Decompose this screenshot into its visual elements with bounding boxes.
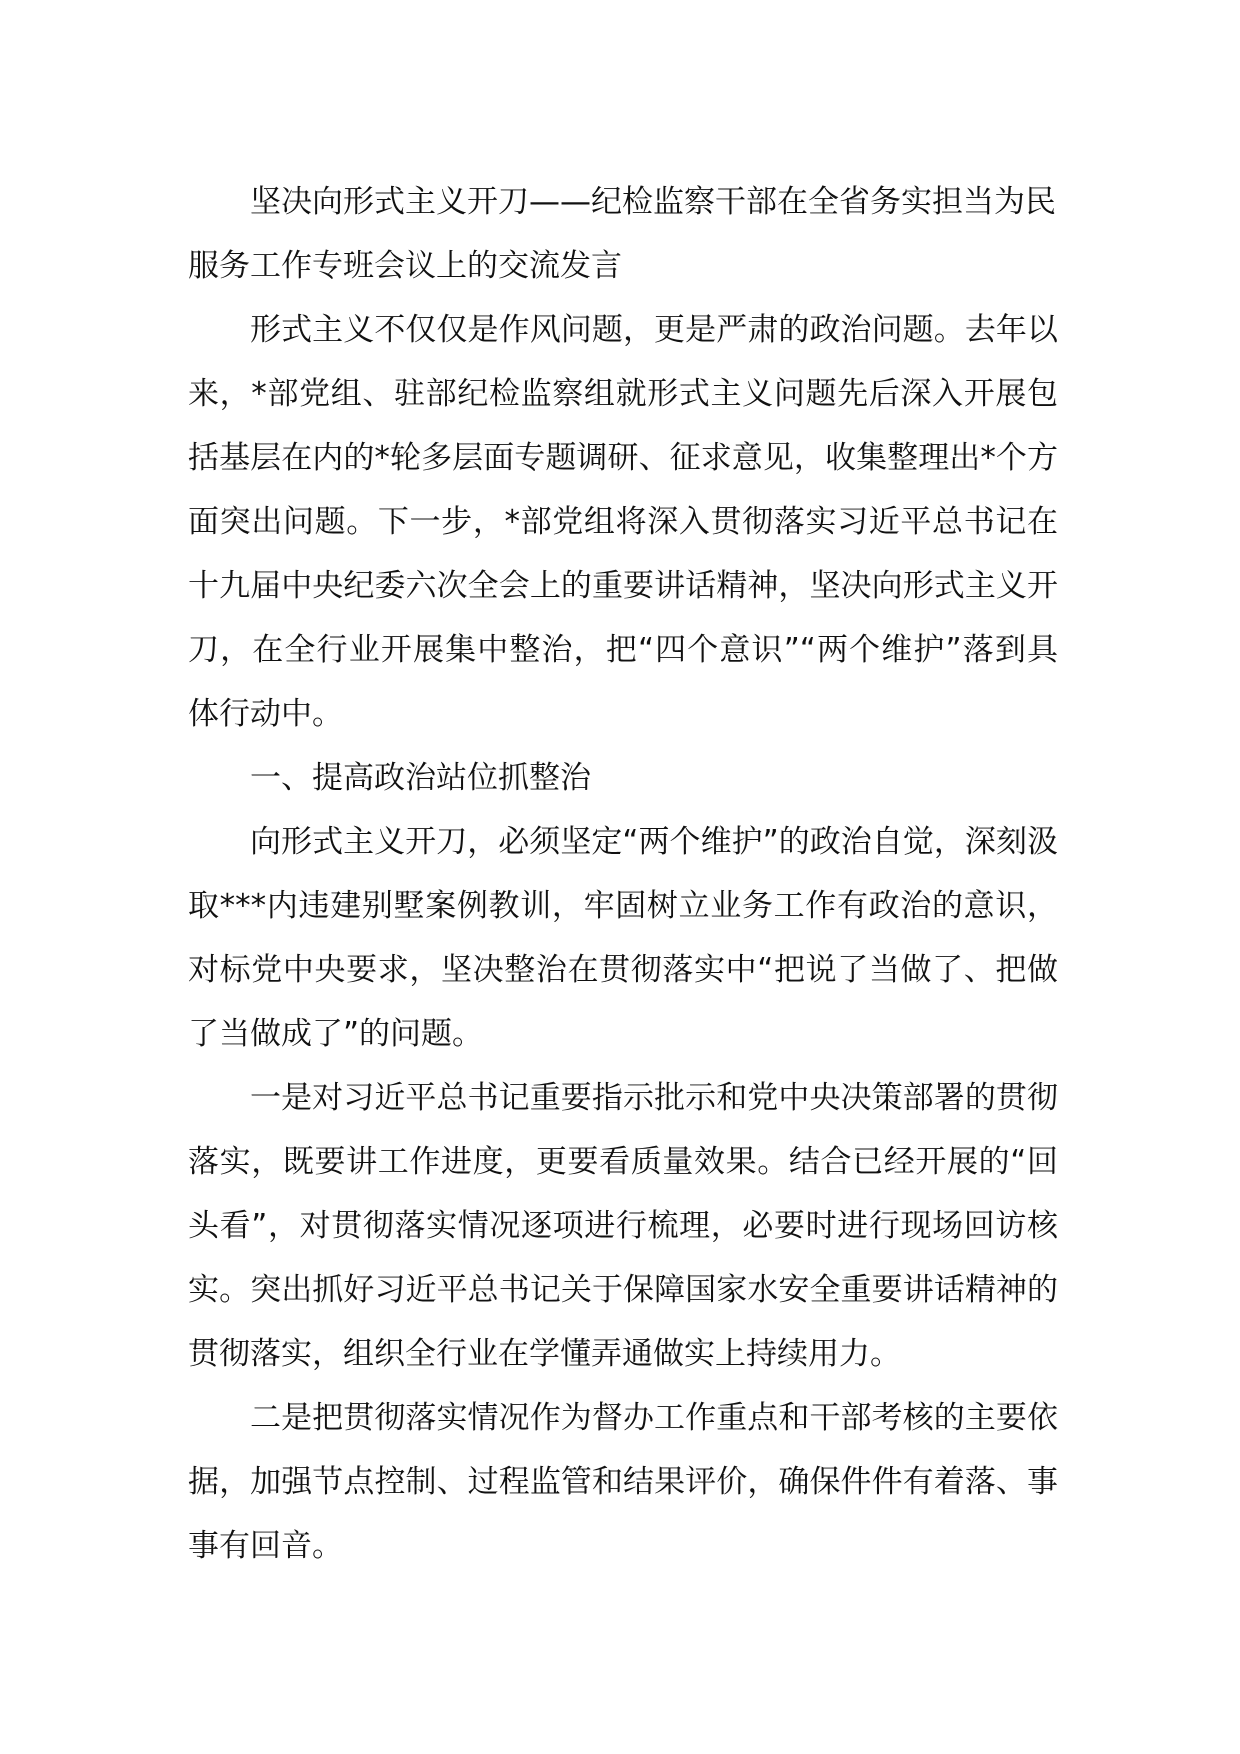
- document-title: 坚决向形式主义开刀——纪检监察干部在全省务实担当为民服务工作专班会议上的交流发言: [188, 184, 1056, 284]
- section-heading-1: 一、提高政治站位抓整治: [250, 760, 591, 796]
- paragraph-section-1: 向形式主义开刀，必须坚定“两个维护”的政治自觉，深刻汲取***内违建别墅案例教训，牢固树立业务工作有政治的意识，对标党中央要求，坚决整治在贯彻落实中“把说了当做了、把做了当做成了”的问题。: [188, 824, 1058, 1052]
- paragraph-point-1: 一是对习近平总书记重要指示批示和党中央决策部署的贯彻落实，既要讲工作进度，更要看质量效果。结合已经开展的“回头看”，对贯彻落实情况逐项进行梳理，必要时进行现场回访核实。突出抓好习近平总书记关于保障国家水安全重要讲话精神的贯彻落实，组织全行业在学懂弄通做实上持续用力。: [188, 1080, 1058, 1372]
- document-page: [188, 170, 1058, 1578]
- paragraph-point-2: 二是把贯彻落实情况作为督办工作重点和干部考核的主要依据，加强节点控制、过程监管和结果评价，确保件件有着落、事事有回音。: [188, 1400, 1058, 1564]
- paragraph-intro: 形式主义不仅仅是作风问题，更是严肃的政治问题。去年以来，*部党组、驻部纪检监察组就形式主义问题先后深入开展包括基层在内的*轮多层面专题调研、征求意见，收集整理出*个方面突出问题。下一步，*部党组将深入贯彻落实习近平总书记在十九届中央纪委六次全会上的重要讲话精神，坚决向形式主义开刀，在全行业开展集中整治，把“四个意识”“两个维护”落到具体行动中。: [188, 312, 1058, 732]
